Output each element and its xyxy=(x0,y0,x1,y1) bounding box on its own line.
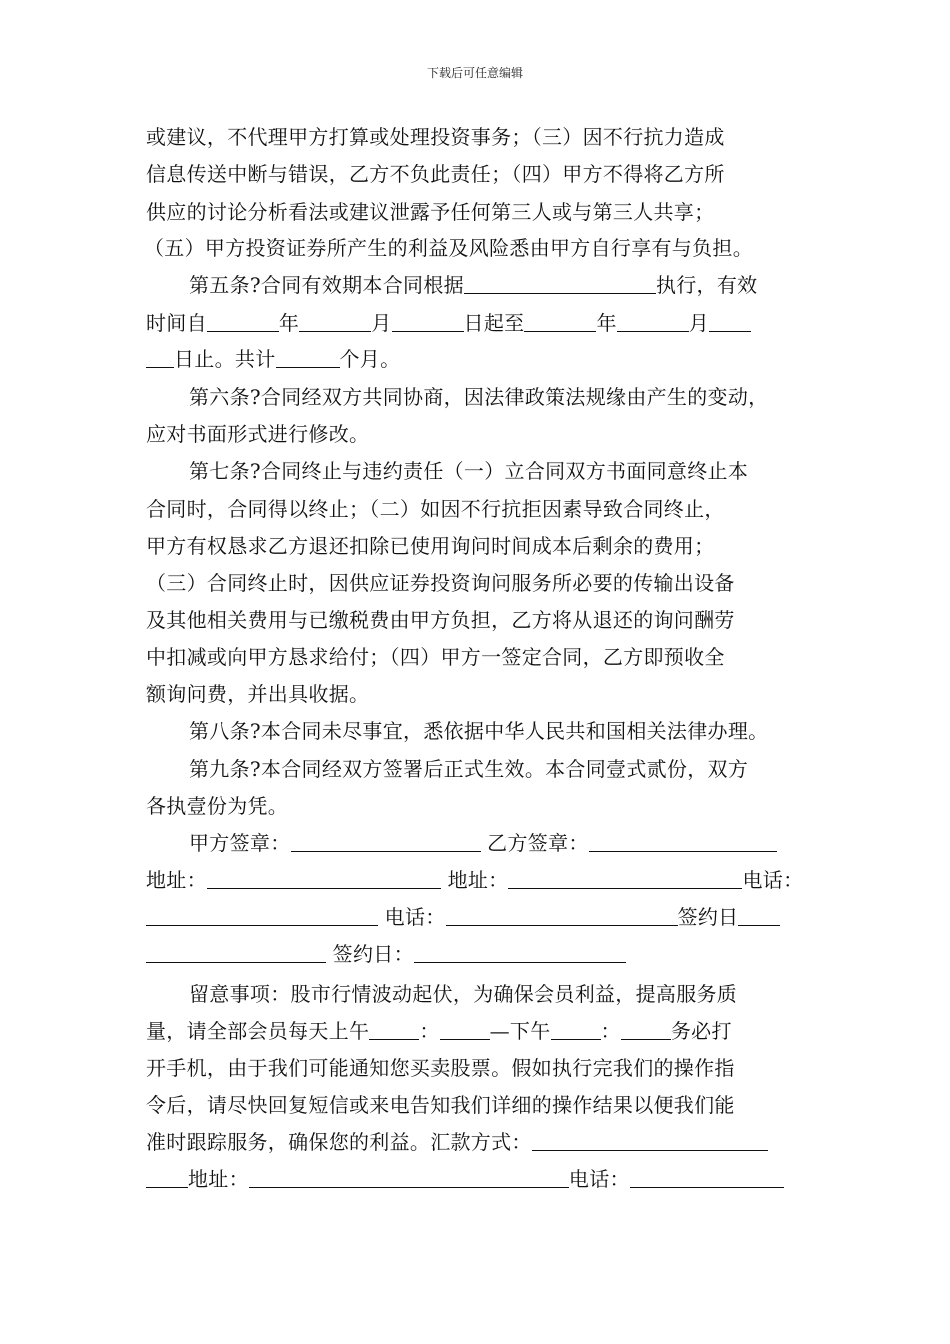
text-line: 合同时，合同得以终止；（二）如因不行抗拒因素导致合同终止， xyxy=(146,497,725,521)
text-segment: 时间自 xyxy=(146,311,207,335)
text-line: 应对书面形式进行修改。 xyxy=(146,422,370,446)
article-5-line xyxy=(189,274,757,296)
date-line-end xyxy=(146,348,400,370)
phone-label: 电话： xyxy=(384,905,446,929)
text-segment: ： xyxy=(419,1019,440,1043)
signature-line xyxy=(189,832,777,854)
text-line: 中扣减或向甲方恳求给付；（四）甲方一签定合同，乙方即预收全 xyxy=(146,645,725,669)
text-line: 第九条?本合同经双方签署后正式生效。本合同壹式贰份，双方 xyxy=(189,757,749,781)
final-contact-line xyxy=(146,1168,784,1190)
address-label: 地址： xyxy=(447,868,509,892)
text-line: 第六条?合同经双方共同协商，因法律政策法规缘由产生的变动， xyxy=(189,385,769,409)
text-segment: 量，请全部会员每天上午 xyxy=(146,1019,370,1043)
blank-field xyxy=(524,313,596,332)
sign-date-label: 签约日： xyxy=(332,942,414,966)
sign-date-field xyxy=(146,944,326,963)
phone-field xyxy=(146,907,378,926)
text-line: 各执壹份为凭。 xyxy=(146,794,289,818)
blank-field xyxy=(146,1169,188,1188)
sign-date-label: 签约日 xyxy=(677,905,739,929)
blank-field xyxy=(207,313,279,332)
text-segment: 执行，有效 xyxy=(655,273,758,297)
text-segment: 月 xyxy=(688,311,710,335)
text-segment: 月 xyxy=(371,311,392,335)
text-segment: 年 xyxy=(278,311,300,335)
blank-field xyxy=(392,313,464,332)
blank-field xyxy=(276,349,340,368)
text-line: （五）甲方投资证券所产生的利益及风险悉由甲方自行享有与负担。 xyxy=(144,236,753,260)
text-line: 第八条?本合同未尽事宜，悉依据中华人民共和国相关法律办理。 xyxy=(189,719,769,743)
blank-field xyxy=(440,1021,490,1040)
sign-date-line xyxy=(146,943,626,965)
text-line: 甲方有权恳求乙方退还扣除已使用询问时间成本后剩余的费用； xyxy=(146,534,715,558)
text-line: 信息传送中断与错误，乙方不负此责任；（四）甲方不得将乙方所 xyxy=(146,162,725,186)
phone-label: 电话： xyxy=(742,868,804,892)
address-label: 地址： xyxy=(146,868,207,892)
blank-field xyxy=(621,1021,671,1040)
remittance-line xyxy=(146,1131,768,1153)
text-line: 或建议，不代理甲方打算或处理投资事务；（三）因不行抗力造成 xyxy=(146,125,725,149)
phone-line xyxy=(146,906,780,928)
party-b-sign-field xyxy=(589,833,777,852)
text-segment: 年 xyxy=(596,311,617,335)
sign-date-field xyxy=(414,944,626,963)
text-segment: 务必打 xyxy=(670,1019,732,1043)
phone-field xyxy=(630,1169,784,1188)
blank-field xyxy=(617,313,689,332)
text-line: （三）合同终止时，因供应证券投资询问服务所必要的传输出设备 xyxy=(146,571,735,595)
party-a-sign-field xyxy=(291,833,481,852)
address-field xyxy=(207,870,441,889)
party-a-sign-label: 甲方签章： xyxy=(189,831,291,855)
text-segment: 日止。共计 xyxy=(174,347,276,371)
address-field xyxy=(508,870,742,889)
page-header: 下载后可任意编辑 xyxy=(426,66,523,80)
phone-label: 电话： xyxy=(568,1167,630,1191)
text-segment: 个月。 xyxy=(339,347,401,371)
address-line xyxy=(146,869,803,891)
blank-field xyxy=(532,1132,768,1151)
blank-field xyxy=(369,1021,419,1040)
text-line: 供应的讨论分析看法或建议泄露予任何第三人或与第三人共享； xyxy=(146,200,715,224)
text-line: 第七条?合同终止与违约责任（一）立合同双方书面同意终止本 xyxy=(189,459,749,483)
party-b-sign-label: 乙方签章： xyxy=(487,831,589,855)
sign-date-field xyxy=(738,907,780,926)
text-line: 令后，请尽快回复短信或来电告知我们详细的操作结果以便我们能 xyxy=(146,1093,735,1117)
text-line: 及其他相关费用与已缴税费由甲方负担，乙方将从退还的询问酬劳 xyxy=(146,608,735,632)
text-segment: ： xyxy=(600,1019,621,1043)
blank-field xyxy=(464,275,656,294)
phone-field xyxy=(446,907,678,926)
blank-field xyxy=(709,313,751,332)
blank-field xyxy=(299,313,371,332)
text-line: 留意事项：股市行情波动起伏，为确保会员利益，提高服务质 xyxy=(189,982,738,1006)
text-segment: —下午 xyxy=(489,1019,551,1043)
text-segment: 第五条?合同有效期本合同根据 xyxy=(189,273,464,297)
blank-field xyxy=(146,349,174,368)
text-segment: 准时跟踪服务，确保您的利益。汇款方式： xyxy=(146,1130,532,1154)
text-line: 开手机，由于我们可能通知您买卖股票。假如执行完我们的操作指 xyxy=(146,1056,735,1080)
date-line xyxy=(146,312,751,334)
blank-field xyxy=(551,1021,601,1040)
address-field xyxy=(249,1169,569,1188)
address-label: 地址： xyxy=(188,1167,249,1191)
text-segment: 日起至 xyxy=(463,311,525,335)
notice-time-line xyxy=(146,1020,732,1042)
text-line: 额询问费，并出具收据。 xyxy=(146,682,370,706)
